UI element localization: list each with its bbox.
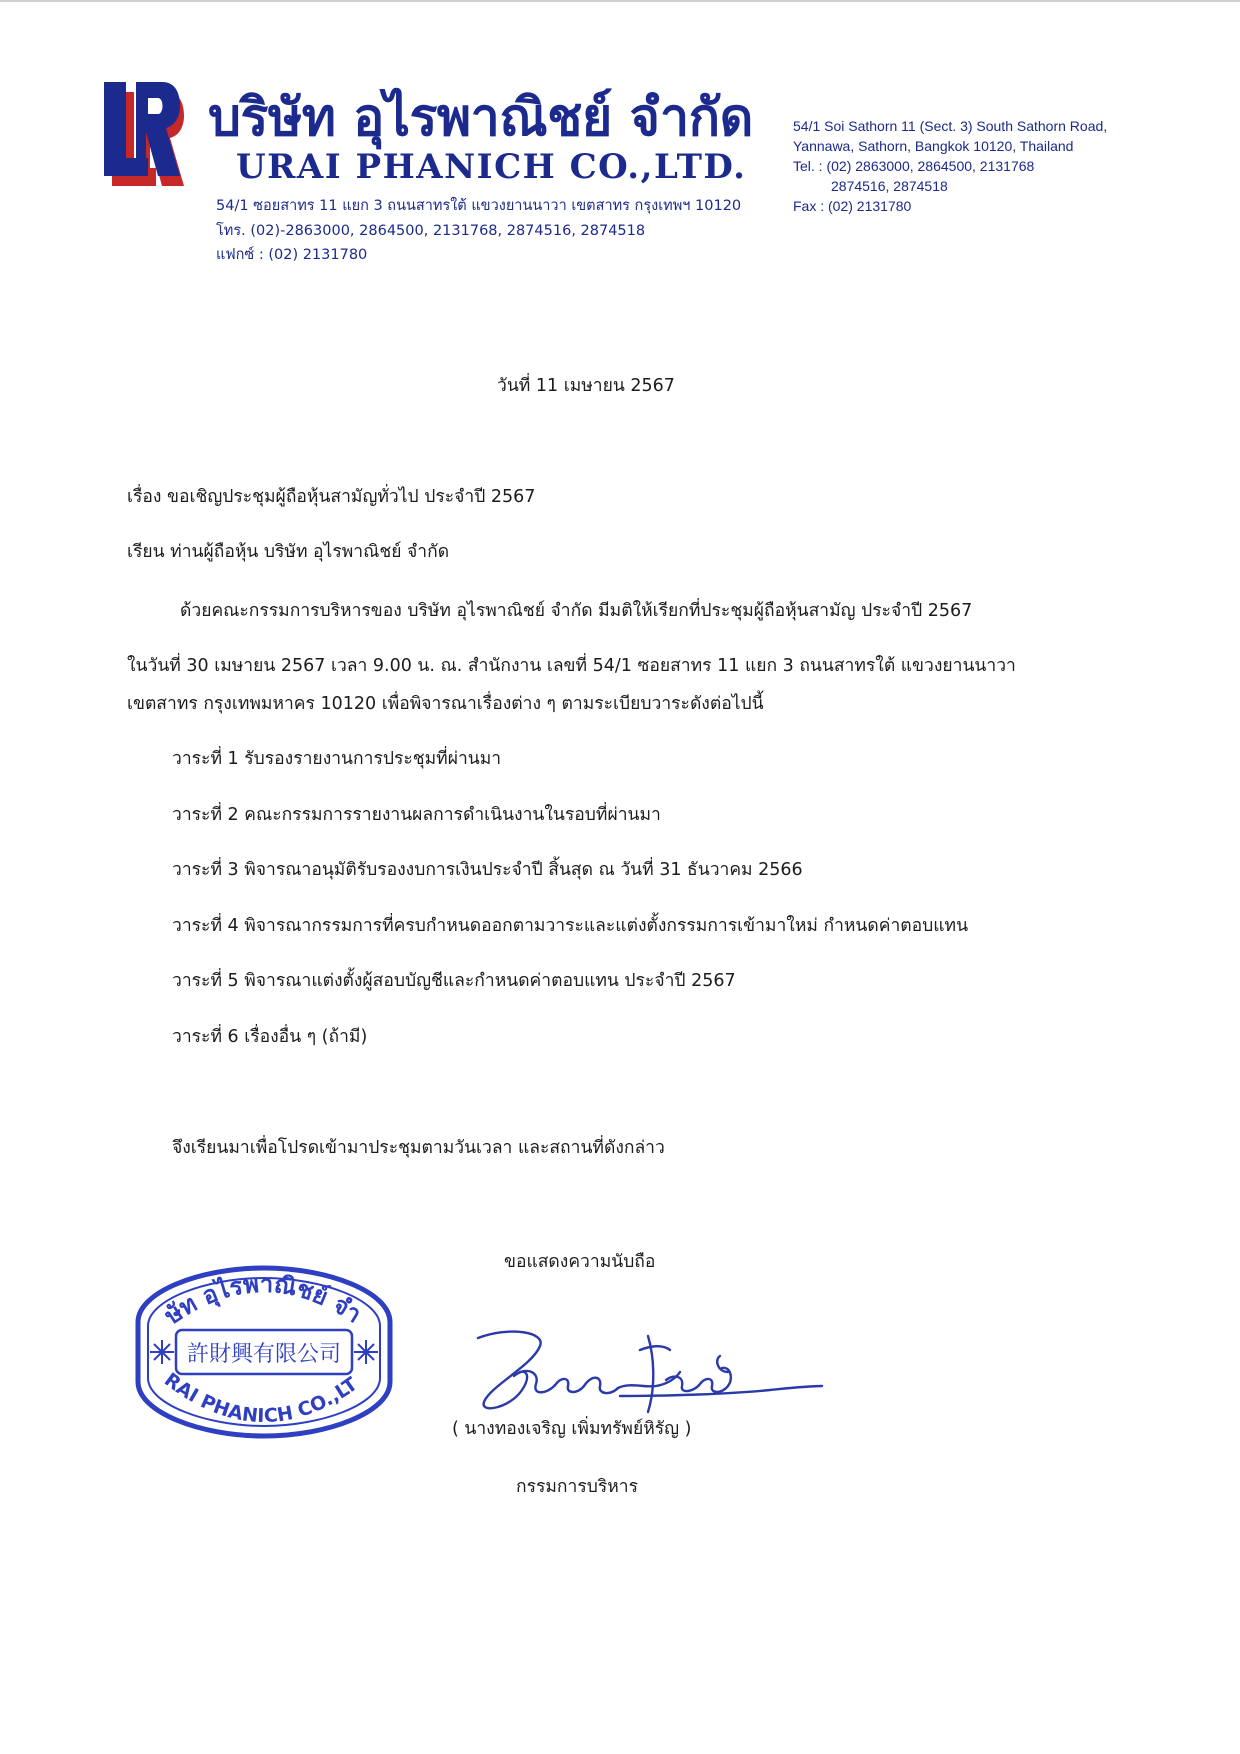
letter-subject: เรื่อง ขอเชิญประชุมผู้ถือหุ้นสามัญทั่วไป ประจำปี 2567	[127, 487, 536, 507]
agenda-item: วาระที่ 4 พิจารณากรรมการที่ครบกำหนดออกตามวาระและแต่งตั้งกรรมการเข้ามาใหม่ กำหนดค่าตอบแทน	[172, 916, 969, 936]
company-name-thai: บริษัท อุไรพาณิชย์ จำกัด	[208, 88, 753, 148]
address-thai-phone: โทร. (02)-2863000, 2864500, 2131768, 2874516, 2874518	[216, 223, 646, 239]
agenda-item: วาระที่ 6 เรื่องอื่น ๆ (ถ้ามี)	[172, 1027, 368, 1047]
stamp-text-bottom: RAI PHANICH CO.,LT	[160, 1368, 362, 1428]
signatory-name: ( นางทองเจริญ เพิ่มทรัพย์หิรัญ )	[452, 1419, 692, 1439]
agenda-item: วาระที่ 5 พิจารณาแต่งตั้งผู้สอบบัญชีและกำหนดค่าตอบแทน ประจำปี 2567	[172, 971, 736, 991]
stamp-star-left-icon	[150, 1340, 174, 1364]
company-stamp	[128, 1262, 400, 1442]
paragraph-line-3: เขตสาทร กรุงเทพมหาคร 10120 เพื่อพิจารณาเรื่องต่าง ๆ ตามระเบียบวาระดังต่อไปนี้	[127, 694, 764, 714]
svg-text:บริษัท อุไรพาณิชย์ จำกัด	[128, 1262, 366, 1330]
closing-sentence: จึงเรียนมาเพื่อโปรดเข้ามาประชุมตามวันเวลา และสถานที่ดังกล่าว	[172, 1138, 665, 1158]
letter-date: วันที่ 11 เมษายน 2567	[497, 376, 675, 396]
letter-recipient: เรียน ท่านผู้ถือหุ้น บริษัท อุไรพาณิชย์ จำกัด	[127, 542, 450, 562]
signatory-title: กรรมการบริหาร	[516, 1477, 639, 1497]
agenda-item: วาระที่ 1 รับรองรายงานการประชุมที่ผ่านมา	[172, 749, 502, 769]
address-english-block	[793, 116, 1107, 216]
address-english-tel-cont: 2874516, 2874518	[831, 178, 948, 194]
address-english-line1: 54/1 Soi Sathorn 11 (Sect. 3) South Sathorn Road,	[793, 118, 1108, 134]
paragraph-line-1: ด้วยคณะกรรมการบริหารของ บริษัท อุไรพาณิชย์ จำกัด มีมติให้เรียกที่ประชุมผู้ถือหุ้นสามัญ ประจำปี 2567	[180, 601, 973, 621]
address-thai-fax: แฟกซ์ : (02) 2131780	[216, 247, 368, 263]
company-name-english: URAI PHANICH CO.,LTD.	[236, 147, 747, 187]
address-english-tel: Tel. : (02) 2863000, 2864500, 2131768	[793, 158, 1035, 174]
agenda-item: วาระที่ 2 คณะกรรมการรายงานผลการดำเนินงานในรอบที่ผ่านมา	[172, 805, 661, 825]
handwritten-signature	[470, 1316, 826, 1416]
company-logo	[98, 80, 184, 192]
stamp-text-top: ษัท อุไรพาณิชย์ จำ	[159, 1269, 367, 1331]
agenda-item: วาระที่ 3 พิจารณาอนุมัติรับรองงบการเงินประจำปี สิ้นสุด ณ วันที่ 31 ธันวาคม 2566	[172, 860, 803, 880]
stamp-star-right-icon	[354, 1340, 378, 1364]
stamp-text-chinese: 許財興有限公司	[186, 1342, 342, 1367]
regards: ขอแสดงความนับถือ	[504, 1252, 656, 1272]
paragraph-line-2: ในวันที่ 30 เมษายน 2567 เวลา 9.00 น. ณ. สำนักงาน เลขที่ 54/1 ซอยสาทร 11 แยก 3 ถนนสาทรใต้ แขวงยานนาวา	[127, 656, 1016, 676]
address-english-fax: Fax : (02) 2131780	[793, 198, 912, 214]
address-english-line2: Yannawa, Sathorn, Bangkok 10120, Thailand	[793, 138, 1074, 154]
page-top-border	[0, 0, 1240, 2]
address-thai-line1: 54/1 ซอยสาทร 11 แยก 3 ถนนสาทรใต้ แขวงยานนาวา เขตสาทร กรุงเทพฯ 10120	[216, 198, 742, 214]
